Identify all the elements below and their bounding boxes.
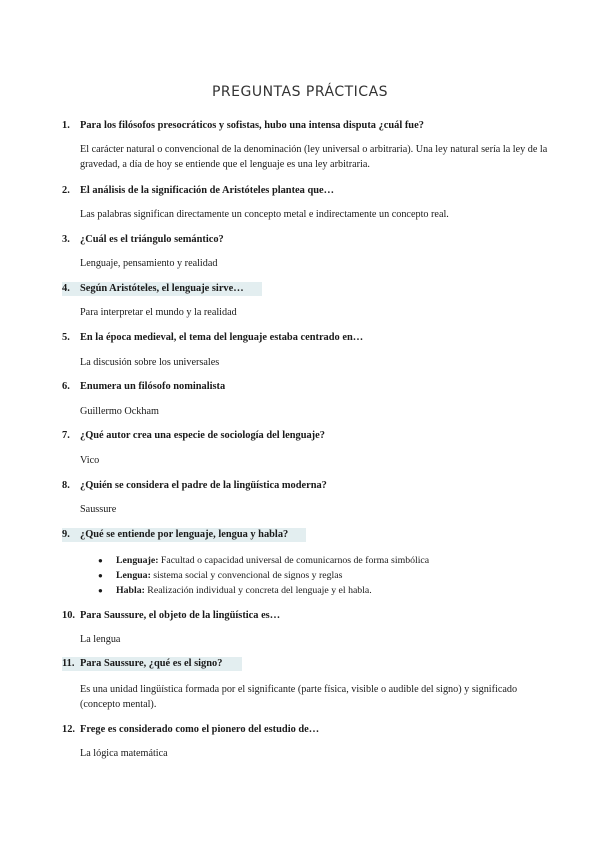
question-12 xyxy=(62,723,542,737)
definition-term: Lengua: xyxy=(116,570,151,581)
list-item xyxy=(98,553,538,568)
question-number: 7. xyxy=(62,430,70,441)
answer-12: La lógica matemática xyxy=(80,748,168,759)
question-text: Para Saussure, el objeto de la lingüística es… xyxy=(80,610,281,621)
question-text: En la época medieval, el tema del lenguaje estaba centrado en… xyxy=(80,332,364,343)
question-text: Para Saussure, ¿qué es el signo? xyxy=(80,658,223,669)
definitions-list xyxy=(98,553,538,598)
question-number: 6. xyxy=(62,381,70,392)
answer-11: Es una unidad lingüística formada por el significante (parte física, visible o audible del signo) y significado (concepto mental). xyxy=(80,684,518,710)
answer-2: Las palabras significan directamente un concepto metal e indirectamente un concepto real. xyxy=(80,209,449,220)
definition-text: sistema social y convencional de signos y reglas xyxy=(150,570,343,581)
question-text: Frege es considerado como el pionero del estudio de… xyxy=(80,724,320,735)
question-text: El análisis de la significación de Aristóteles plantea que… xyxy=(80,185,335,196)
question-text: Enumera un filósofo nominalista xyxy=(80,381,226,392)
question-4 xyxy=(62,282,262,296)
question-number: 9. xyxy=(62,529,70,540)
question-number: 3. xyxy=(62,234,70,245)
question-text: ¿Cuál es el triángulo semántico? xyxy=(80,234,224,245)
question-9 xyxy=(62,528,306,542)
question-number: 2. xyxy=(62,185,70,196)
question-10 xyxy=(62,609,542,623)
answer-1: El carácter natural o convencional de la denominación (ley universal o arbitraria). Una ley natural sería la ley de la gravedad, a día de hoy se entiende que el lenguaje es una ley arbitraria. xyxy=(80,144,548,170)
answer-4: Para interpretar el mundo y la realidad xyxy=(80,307,237,318)
definition-text: Facultad o capacidad universal de comunicarnos de forma simbólica xyxy=(158,555,430,566)
answer-7: Vico xyxy=(80,455,100,466)
page-title: PREGUNTAS PRÁCTICAS xyxy=(211,84,389,100)
question-text: Según Aristóteles, el lenguaje sirve… xyxy=(80,283,244,294)
question-number: 11. xyxy=(62,658,75,669)
definition-term: Lenguaje: xyxy=(116,555,159,566)
question-7 xyxy=(62,429,542,443)
answer-8: Saussure xyxy=(80,504,117,515)
question-text: ¿Qué se entiende por lenguaje, lengua y habla? xyxy=(80,529,289,540)
question-5 xyxy=(62,331,542,345)
question-number: 8. xyxy=(62,480,70,491)
list-item xyxy=(98,568,538,583)
answer-6: Guillermo Ockham xyxy=(80,406,159,417)
definition-text: Realización individual y concreta del lenguaje y el habla. xyxy=(144,585,372,596)
question-text: ¿Quién se considera el padre de la lingüística moderna? xyxy=(80,480,327,491)
question-text: Para los filósofos presocráticos y sofistas, hubo una intensa disputa ¿cuál fue? xyxy=(80,120,424,131)
question-8 xyxy=(62,479,542,493)
question-3 xyxy=(62,233,542,247)
definition-term: Habla: xyxy=(116,585,145,596)
question-1 xyxy=(62,119,542,133)
question-number: 5. xyxy=(62,332,70,343)
question-number: 1. xyxy=(62,120,70,131)
question-number: 12. xyxy=(62,724,75,735)
question-6 xyxy=(62,380,542,394)
question-11 xyxy=(62,657,242,671)
answer-10: La lengua xyxy=(80,634,121,645)
question-2 xyxy=(62,184,542,198)
answer-3: Lenguaje, pensamiento y realidad xyxy=(80,258,218,269)
question-number: 4. xyxy=(62,283,70,294)
question-text: ¿Qué autor crea una especie de sociología del lenguaje? xyxy=(80,430,325,441)
list-item xyxy=(98,583,538,598)
question-number: 10. xyxy=(62,610,75,621)
answer-5: La discusión sobre los universales xyxy=(80,357,220,368)
